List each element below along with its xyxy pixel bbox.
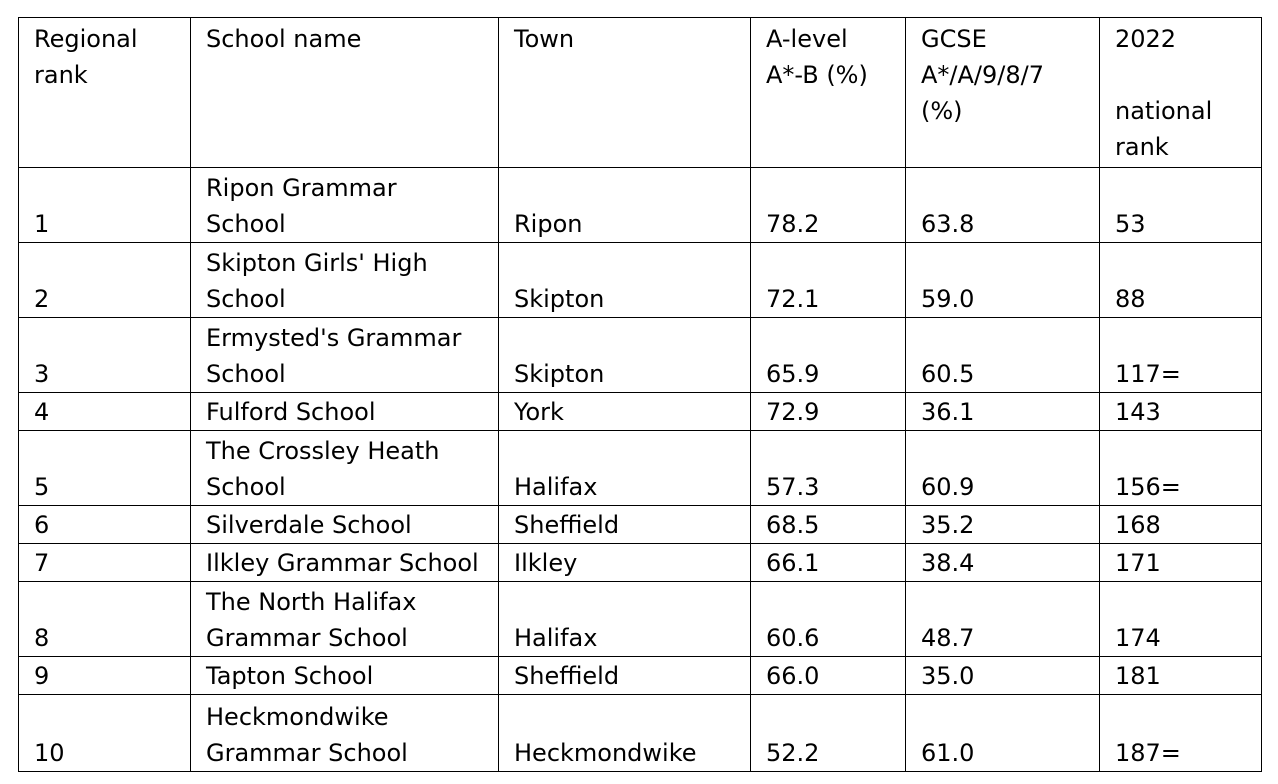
cell-town: Ripon (499, 168, 751, 243)
table-row (19, 393, 1262, 431)
cell-town: Halifax (499, 431, 751, 506)
cell-national-rank: 181 (1100, 657, 1262, 695)
cell-national-rank: 156= (1100, 431, 1262, 506)
cell-school-name: Heckmondwike Grammar School (191, 695, 499, 772)
cell-town: Heckmondwike (499, 695, 751, 772)
cell-gcse: 60.5 (906, 318, 1100, 393)
cell-town: Halifax (499, 582, 751, 657)
cell-gcse: 36.1 (906, 393, 1100, 431)
cell-a-level: 65.9 (751, 318, 906, 393)
cell-a-level: 52.2 (751, 695, 906, 772)
header-row (19, 18, 1262, 168)
cell-gcse: 61.0 (906, 695, 1100, 772)
cell-town: Ilkley (499, 544, 751, 582)
cell-gcse: 59.0 (906, 243, 1100, 318)
cell-regional-rank: 4 (19, 393, 191, 431)
table-body (19, 18, 1262, 772)
cell-a-level: 66.1 (751, 544, 906, 582)
cell-regional-rank: 6 (19, 506, 191, 544)
cell-gcse: 35.2 (906, 506, 1100, 544)
header-a-level: A-level A*-B (%) (751, 18, 906, 168)
cell-a-level: 60.6 (751, 582, 906, 657)
cell-town: York (499, 393, 751, 431)
cell-a-level: 68.5 (751, 506, 906, 544)
header-school-name: School name (191, 18, 499, 168)
cell-town: Sheffield (499, 506, 751, 544)
header-national-rank: 2022 national rank (1100, 18, 1262, 168)
cell-national-rank: 171 (1100, 544, 1262, 582)
cell-gcse: 38.4 (906, 544, 1100, 582)
table-row (19, 695, 1262, 772)
cell-national-rank: 187= (1100, 695, 1262, 772)
cell-national-rank: 88 (1100, 243, 1262, 318)
header-gcse: GCSE A*/A/9/8/7 (%) (906, 18, 1100, 168)
cell-national-rank: 174 (1100, 582, 1262, 657)
cell-regional-rank: 10 (19, 695, 191, 772)
cell-town: Skipton (499, 318, 751, 393)
cell-school-name: Ripon Grammar School (191, 168, 499, 243)
cell-national-rank: 117= (1100, 318, 1262, 393)
cell-school-name: The Crossley Heath School (191, 431, 499, 506)
cell-a-level: 66.0 (751, 657, 906, 695)
cell-school-name: Fulford School (191, 393, 499, 431)
table-row (19, 168, 1262, 243)
cell-regional-rank: 3 (19, 318, 191, 393)
table-row (19, 657, 1262, 695)
cell-town: Sheffield (499, 657, 751, 695)
cell-a-level: 72.1 (751, 243, 906, 318)
cell-national-rank: 168 (1100, 506, 1262, 544)
cell-regional-rank: 9 (19, 657, 191, 695)
cell-gcse: 48.7 (906, 582, 1100, 657)
cell-a-level: 57.3 (751, 431, 906, 506)
table-row (19, 431, 1262, 506)
table-row (19, 544, 1262, 582)
table-row (19, 582, 1262, 657)
table-row (19, 318, 1262, 393)
cell-regional-rank: 8 (19, 582, 191, 657)
cell-gcse: 35.0 (906, 657, 1100, 695)
cell-regional-rank: 7 (19, 544, 191, 582)
cell-school-name: Tapton School (191, 657, 499, 695)
header-town: Town (499, 18, 751, 168)
cell-national-rank: 143 (1100, 393, 1262, 431)
cell-school-name: Silverdale School (191, 506, 499, 544)
table-row (19, 243, 1262, 318)
cell-school-name: Ilkley Grammar School (191, 544, 499, 582)
cell-regional-rank: 1 (19, 168, 191, 243)
cell-gcse: 60.9 (906, 431, 1100, 506)
cell-school-name: The North Halifax Grammar School (191, 582, 499, 657)
cell-regional-rank: 2 (19, 243, 191, 318)
cell-town: Skipton (499, 243, 751, 318)
cell-school-name: Ermysted's Grammar School (191, 318, 499, 393)
cell-a-level: 72.9 (751, 393, 906, 431)
cell-a-level: 78.2 (751, 168, 906, 243)
cell-school-name: Skipton Girls' High School (191, 243, 499, 318)
school-ranking-table (18, 17, 1262, 772)
cell-national-rank: 53 (1100, 168, 1262, 243)
header-regional-rank: Regional rank (19, 18, 191, 168)
table-row (19, 506, 1262, 544)
cell-gcse: 63.8 (906, 168, 1100, 243)
cell-regional-rank: 5 (19, 431, 191, 506)
